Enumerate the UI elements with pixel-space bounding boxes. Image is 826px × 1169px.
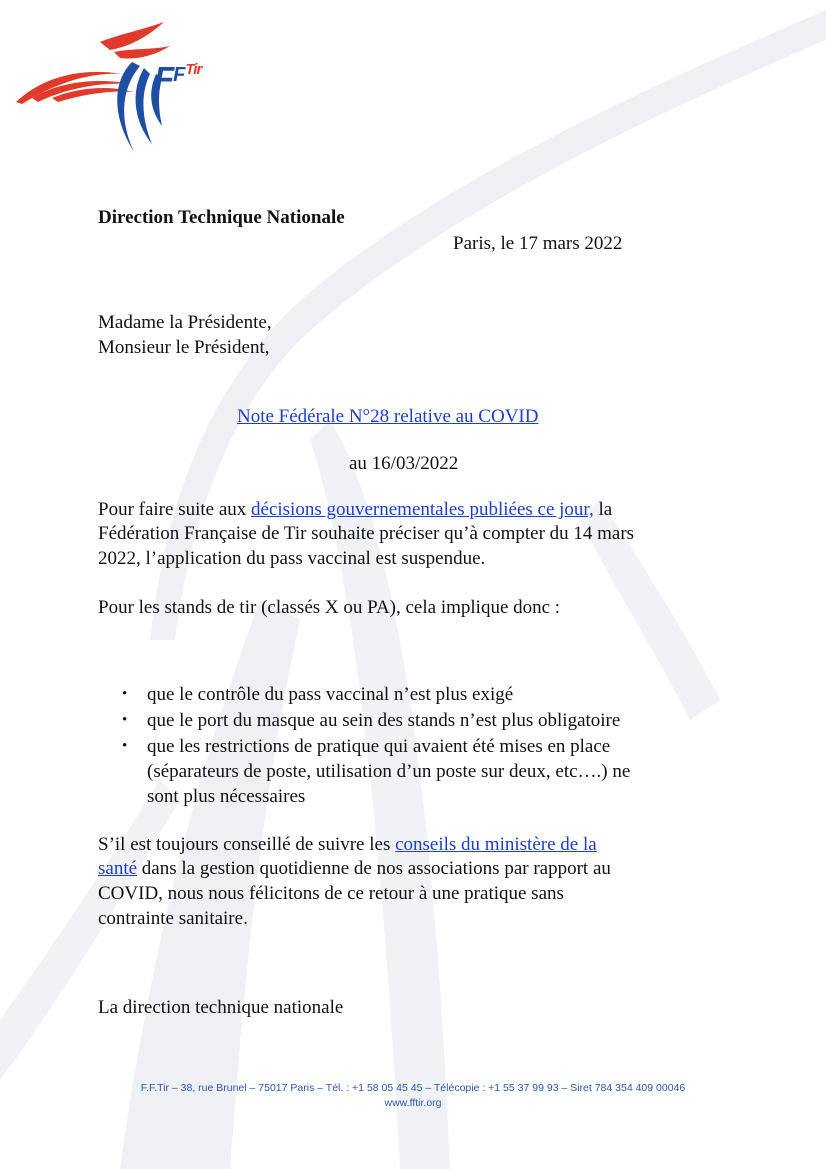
bullet-icon: • bbox=[122, 712, 128, 728]
paragraph-3-text-cont: dans la gestion quotidienne de nos associations par rapport au bbox=[137, 858, 611, 879]
note-federale-link[interactable]: Note Fédérale N°28 relative au COVID bbox=[237, 406, 539, 427]
list-item: que le port du masque au sein des stands n’est plus obligatoire bbox=[147, 710, 621, 731]
list-item-continuation: sont plus nécessaires bbox=[147, 786, 306, 807]
subject-date: au 16/03/2022 bbox=[349, 453, 459, 474]
ministere-sante-link[interactable]: conseils du ministère de la bbox=[395, 834, 597, 855]
ministere-sante-link-cont[interactable]: santé bbox=[98, 858, 138, 879]
place-date: Paris, le 17 mars 2022 bbox=[453, 233, 623, 254]
paragraph-3-text: S’il est toujours conseillé de suivre les bbox=[98, 834, 396, 855]
salutation-line-2: Monsieur le Président, bbox=[98, 337, 270, 358]
fftir-logo bbox=[12, 12, 242, 157]
subject-line bbox=[237, 405, 538, 429]
paragraph-3-line-2 bbox=[98, 857, 611, 881]
paragraph-2: Pour les stands de tir (classés X ou PA), cela implique donc : bbox=[98, 597, 561, 618]
signature: La direction technique nationale bbox=[98, 997, 344, 1018]
decisions-link[interactable]: décisions gouvernementales publiées ce jour, bbox=[251, 499, 594, 520]
logo-wordmark: $F^{FTir}$ bbox=[154, 60, 202, 97]
paragraph-3-line-3: COVID, nous nous félicitons de ce retour à une pratique sans bbox=[98, 883, 564, 904]
department-heading: Direction Technique Nationale bbox=[98, 207, 345, 228]
list-item-continuation: (séparateurs de poste, utilisation d’un poste sur deux, etc….) ne bbox=[147, 761, 631, 782]
paragraph-1-line-2: Fédération Française de Tir souhaite préciser qu’à compter du 14 mars bbox=[98, 523, 635, 544]
bullet-icon: • bbox=[122, 738, 128, 754]
paragraph-3-line-4: contrainte sanitaire. bbox=[98, 908, 248, 929]
paragraph-1-text: Pour faire suite aux bbox=[98, 499, 252, 520]
rooster-logo-icon bbox=[12, 12, 242, 157]
paragraph-3-line-1 bbox=[98, 833, 597, 857]
paragraph-1-line-3: 2022, l’application du pass vaccinal est suspendue. bbox=[98, 548, 486, 569]
paragraph-1-text-end: la bbox=[593, 499, 613, 520]
list-item: que le contrôle du pass vaccinal n’est plus exigé bbox=[147, 684, 514, 705]
paragraph-1-line-1 bbox=[98, 498, 612, 522]
footer-address: F.F.Tir – 38, rue Brunel – 75017 Paris – Tél. : +1 58 05 45 45 – Télécopie : +1 55 37 99 93 – Siret 784 354 409 00046 bbox=[140, 1082, 686, 1094]
salutation-line-1: Madame la Présidente, bbox=[98, 312, 272, 333]
bullet-icon: • bbox=[122, 686, 128, 702]
footer-website: www.fftir.org bbox=[384, 1097, 442, 1109]
list-item: que les restrictions de pratique qui avaient été mises en place bbox=[147, 736, 611, 757]
